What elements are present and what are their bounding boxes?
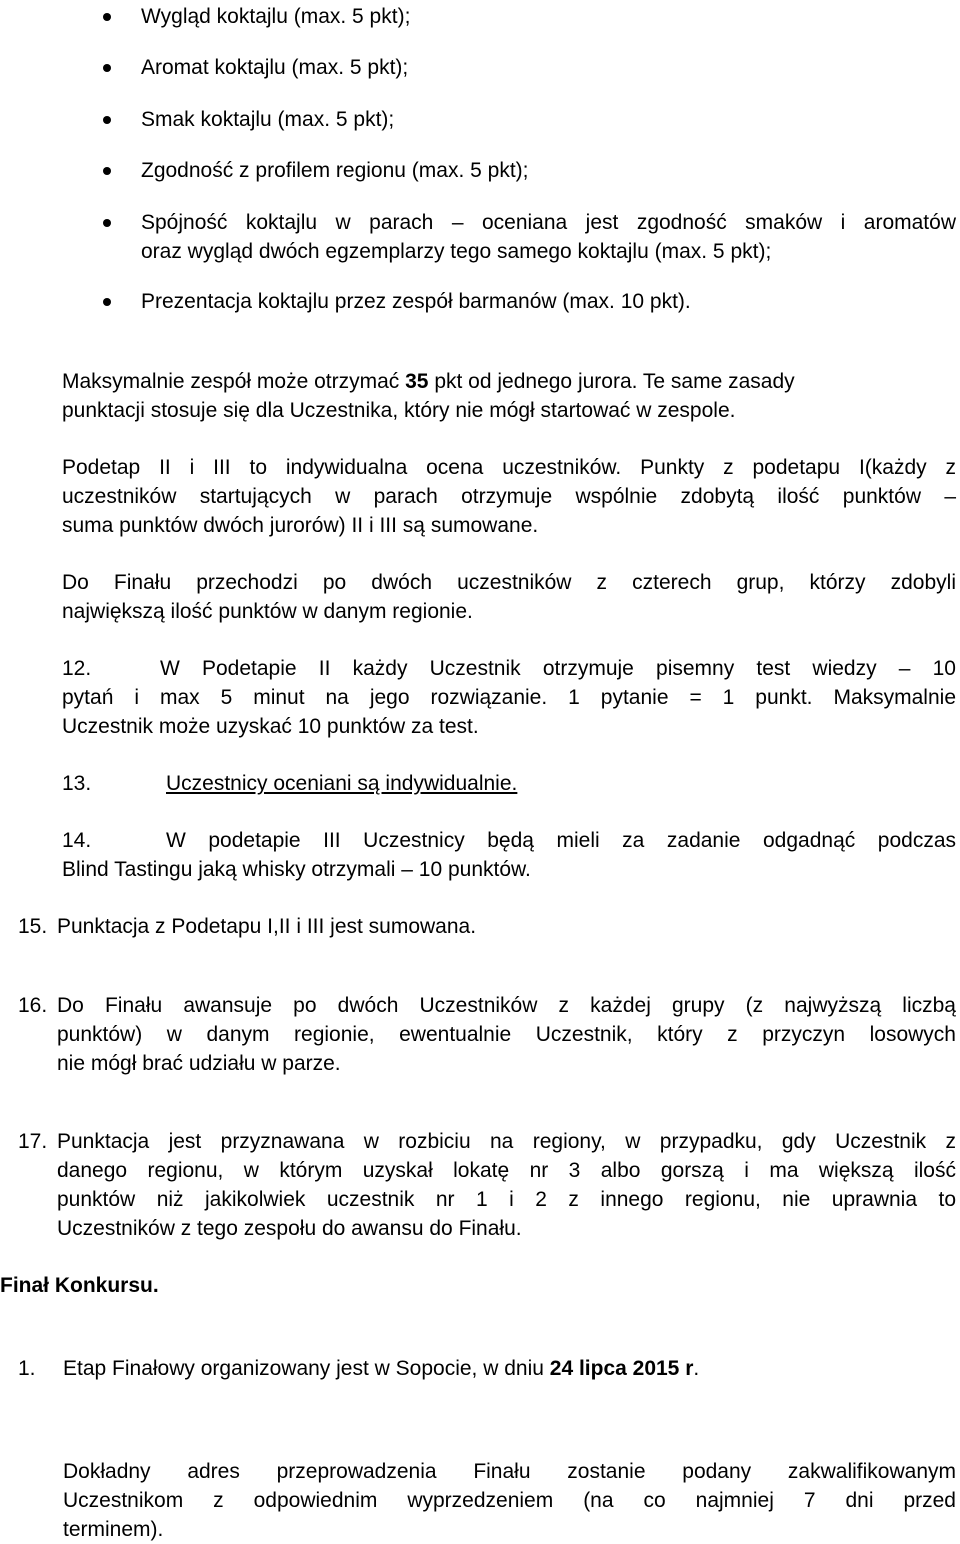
paragraph-line: największą ilość punktów w danym regionie. xyxy=(62,600,473,623)
bullet-item: Prezentacja koktajlu przez zespół barmanów (max. 10 pkt). xyxy=(141,290,691,313)
underlined-text: Uczestnicy oceniani są indywidualnie. xyxy=(166,772,518,795)
item-number: 16. xyxy=(18,994,48,1017)
paragraph-line: Uczestnik może uzyskać 10 punktów za test. xyxy=(62,715,479,738)
bullet-item: Wygląd koktajlu (max. 5 pkt); xyxy=(141,5,411,28)
paragraph-line: Etap Finałowy organizowany jest w Sopocie, w dniu 24 lipca 2015 r. xyxy=(63,1357,700,1380)
item-number: 12. xyxy=(62,657,92,680)
paragraph-line: Do Finału awansuje po dwóch Uczestników z każdej grupy (z najwyższą liczbą xyxy=(57,994,956,1017)
bullet-marker xyxy=(103,116,111,124)
paragraph-line: Blind Tastingu jaką whisky otrzymali – 10 punktów. xyxy=(62,858,531,881)
bullet-item-continuation: oraz wygląd dwóch egzemplarzy tego samego koktajlu (max. 5 pkt); xyxy=(141,240,772,263)
paragraph-line: Podetap II i III to indywidualna ocena uczestników. Punkty z podetapu I(każdy z xyxy=(62,456,956,479)
bullet-marker xyxy=(103,13,111,21)
bullet-item: Zgodność z profilem regionu (max. 5 pkt); xyxy=(141,159,529,182)
paragraph-line: danego regionu, w którym uzyskał lokatę nr 3 albo gorszą i ma większą ilość xyxy=(57,1159,956,1182)
bullet-marker xyxy=(103,167,111,175)
paragraph-max-points: Maksymalnie zespół może otrzymać 35 pkt od jednego jurora. Te same zasady xyxy=(62,370,795,393)
item-number: 1. xyxy=(18,1357,36,1380)
bullet-marker xyxy=(103,219,111,227)
paragraph-line: Uczestników z tego zespołu do awansu do Finału. xyxy=(57,1217,522,1240)
paragraph-line: punktacji stosuje się dla Uczestnika, który nie mógł startować w zespole. xyxy=(62,399,736,422)
bullet-item: Aromat koktajlu (max. 5 pkt); xyxy=(141,56,409,79)
paragraph-line: Uczestnikom z odpowiednim wyprzedzeniem (na co najmniej 7 dni przed xyxy=(63,1489,956,1512)
bullet-marker xyxy=(103,64,111,72)
paragraph-line: Dokładny adres przeprowadzenia Finału zostanie podany zakwalifikowanym xyxy=(63,1460,956,1483)
paragraph-line: Do Finału przechodzi po dwóch uczestników z czterech grup, którzy zdobyli xyxy=(62,571,956,594)
paragraph-line: W Podetapie II każdy Uczestnik otrzymuje pisemny test wiedzy – 10 xyxy=(160,657,956,680)
item-number: 13. xyxy=(62,772,92,795)
paragraph-line: Punktacja z Podetapu I,II i III jest sumowana. xyxy=(57,915,477,938)
item-number: 17. xyxy=(18,1130,48,1153)
paragraph-line: suma punktów dwóch jurorów) II i III są sumowane. xyxy=(62,514,539,537)
bullet-item: Spójność koktajlu w parach – oceniana jest zgodność smaków i aromatów xyxy=(141,211,956,234)
paragraph-line: pytań i max 5 minut na jego rozwiązanie. 1 pytanie = 1 punkt. Maksymalnie xyxy=(62,686,956,709)
paragraph-line: Punktacja jest przyznawana w rozbiciu na regiony, w przypadku, gdy Uczestnik z xyxy=(57,1130,956,1153)
paragraph-line: uczestników startujących w parach otrzymuje wspólnie zdobytą ilość punktów – xyxy=(62,485,956,508)
bullet-marker xyxy=(103,298,111,306)
bullet-item: Smak koktajlu (max. 5 pkt); xyxy=(141,108,395,131)
paragraph-line: terminem). xyxy=(63,1518,164,1541)
item-number: 15. xyxy=(18,915,48,938)
item-number: 14. xyxy=(62,829,92,852)
paragraph-line: nie mógł brać udziału w parze. xyxy=(57,1052,341,1075)
section-heading: Finał Konkursu. xyxy=(0,1274,159,1297)
paragraph-line: W podetapie III Uczestnicy będą mieli za zadanie odgadnąć podczas xyxy=(166,829,956,852)
paragraph-line: punktów niż jakikolwiek uczestnik nr 1 i 2 z innego regionu, nie uprawnia to xyxy=(57,1188,956,1211)
paragraph-line: punktów) w danym regionie, ewentualnie Uczestnik, który z przyczyn losowych xyxy=(57,1023,956,1046)
